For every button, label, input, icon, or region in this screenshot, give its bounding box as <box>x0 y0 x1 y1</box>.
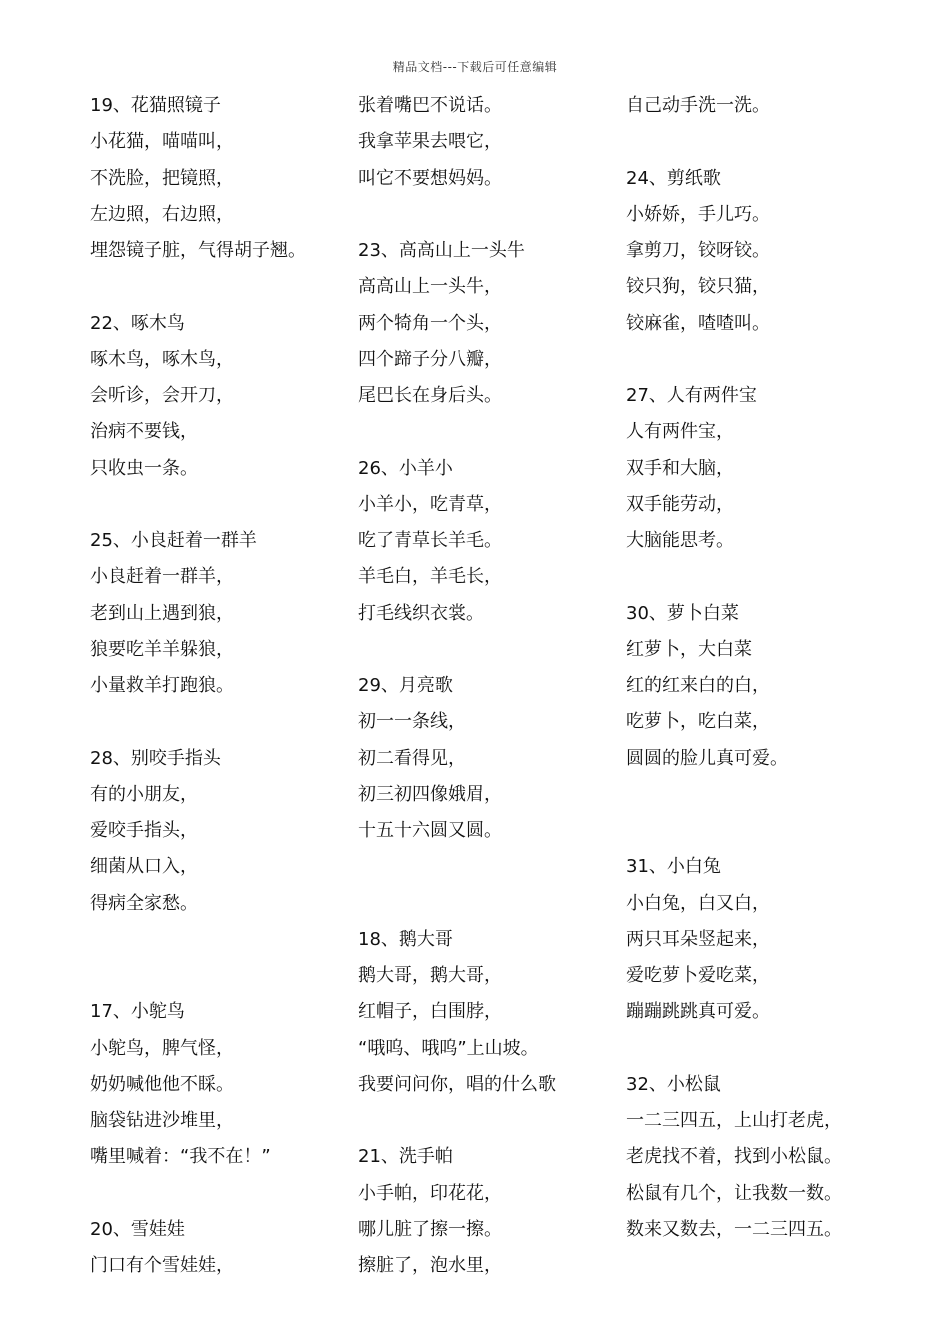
verse-line: 两个犄角一个头， <box>358 312 502 334</box>
rhyme-title: 22、啄木鸟 <box>90 312 185 334</box>
blank-line <box>626 777 842 813</box>
blank-line <box>358 849 556 885</box>
verse-line: 擦脏了，泡水里， <box>358 1255 502 1276</box>
verse-line: 有的小朋友， <box>90 783 198 805</box>
rhyme-title: 32、小松鼠 <box>626 1073 721 1095</box>
blank-line <box>358 197 556 233</box>
verse-line: 小鸵鸟，脾气怪， <box>90 1037 234 1059</box>
verse-line: 初二看得见， <box>358 747 466 769</box>
rhyme-title: 18、鹅大哥 <box>358 928 453 950</box>
verse-line: 小羊小，吃青草， <box>358 493 502 515</box>
verse-line: 蹦蹦跳跳真可爱。 <box>626 1001 770 1023</box>
verse-line: 老到山上遇到狼， <box>90 602 234 624</box>
verse-line: 十五十六圆又圆。 <box>358 820 502 841</box>
rhyme-title: 20、雪娃娃 <box>90 1218 185 1240</box>
verse-line: 吃萝卜，吃白菜， <box>626 711 770 733</box>
rhyme-title: 23、高高山上一头牛 <box>358 240 525 261</box>
verse-line: 尾巴长在身后头。 <box>358 385 502 406</box>
verse-line: 自己动手洗一洗。 <box>626 95 770 116</box>
verse-line: 脑袋钻进沙堆里， <box>90 1110 234 1131</box>
rhyme-title: 30、萝卜白菜 <box>626 602 739 624</box>
verse-line: 小量救羊打跑狼。 <box>90 675 234 696</box>
verse-line: 啄木鸟，啄木鸟， <box>90 348 234 370</box>
column-2 <box>358 88 556 1284</box>
rhyme-title: 28、别咬手指头 <box>90 747 221 769</box>
blank-line <box>358 886 556 922</box>
verse-line: 数来又数去，一二三四五。 <box>626 1218 842 1240</box>
verse-line: 初三初四像娥眉， <box>358 783 502 805</box>
verse-line: 只收虫一条。 <box>90 457 198 479</box>
verse-line: 大脑能思考。 <box>626 530 734 551</box>
verse-line: 奶奶喊他他不睬。 <box>90 1073 234 1095</box>
verse-line: 不洗脸，把镜照， <box>90 167 234 189</box>
rhyme-title: 26、小羊小 <box>358 457 453 479</box>
blank-line <box>626 124 842 160</box>
verse-line: 松鼠有几个，让我数一数。 <box>626 1182 842 1204</box>
verse-line: 红帽子，白围脖， <box>358 1001 502 1023</box>
verse-line: 红的红来白的白， <box>626 675 770 696</box>
verse-line: 埋怨镜子脏，气得胡子翘。 <box>90 240 306 261</box>
verse-line: 羊毛白，羊毛长， <box>358 566 502 588</box>
verse-line: 嘴里喊着：“我不在！” <box>90 1146 271 1168</box>
blank-line <box>358 414 556 450</box>
page-header: 精品文档---下载后可任意编辑 <box>392 60 558 74</box>
verse-line: 双手能劳动， <box>626 493 734 515</box>
verse-line: 细菌从口入， <box>90 856 198 878</box>
rhyme-title: 29、月亮歌 <box>358 675 453 696</box>
verse-line: 打毛线织衣裳。 <box>358 602 484 624</box>
verse-line: 叫它不要想妈妈。 <box>358 167 502 189</box>
verse-line: 治病不要钱， <box>90 421 198 443</box>
verse-line: “哦呜、哦呜”上山坡。 <box>358 1037 539 1059</box>
verse-line: 小良赶着一群羊， <box>90 566 234 588</box>
verse-line: 小娇娇，手儿巧。 <box>626 203 770 225</box>
verse-line: 哪儿脏了擦一擦。 <box>358 1218 502 1240</box>
verse-line: 我要问问你，唱的什么歌 <box>358 1073 556 1095</box>
verse-line: 鹅大哥，鹅大哥， <box>358 965 502 986</box>
rhyme-title: 21、洗手帕 <box>358 1146 453 1168</box>
blank-line <box>90 1176 306 1212</box>
verse-line: 爱咬手指头， <box>90 820 198 841</box>
verse-line: 铰麻雀，喳喳叫。 <box>626 312 770 334</box>
blank-line <box>90 704 306 740</box>
verse-line: 拿剪刀，铰呀铰。 <box>626 240 770 261</box>
blank-line <box>626 1031 842 1067</box>
rhyme-title: 25、小良赶着一群羊 <box>90 530 257 551</box>
verse-line: 铰只狗，铰只猫， <box>626 276 770 298</box>
verse-line: 狼要吃羊羊躲狼， <box>90 638 234 660</box>
verse-line: 小手帕，印花花， <box>358 1182 502 1204</box>
verse-line: 左边照，右边照， <box>90 203 234 225</box>
blank-line <box>90 487 306 523</box>
rhyme-title: 24、剪纸歌 <box>626 167 721 189</box>
verse-line: 一二三四五，上山打老虎， <box>626 1110 842 1131</box>
verse-line: 圆圆的脸儿真可爱。 <box>626 747 788 769</box>
verse-line: 人有两件宝， <box>626 421 734 443</box>
verse-line: 我拿苹果去喂它， <box>358 131 502 153</box>
verse-line: 红萝卜，大白菜 <box>626 638 752 660</box>
blank-line <box>90 922 306 958</box>
verse-line: 小白兔，白又白， <box>626 892 770 914</box>
blank-line <box>90 958 306 994</box>
blank-line <box>358 632 556 668</box>
verse-line: 门口有个雪娃娃， <box>90 1255 234 1276</box>
blank-line <box>626 813 842 849</box>
verse-line: 小花猫，喵喵叫， <box>90 131 234 153</box>
column-3 <box>626 88 842 1248</box>
verse-line: 老虎找不着，找到小松鼠。 <box>626 1146 842 1168</box>
rhyme-title: 17、小鸵鸟 <box>90 1001 185 1023</box>
rhyme-title: 31、小白兔 <box>626 856 721 878</box>
verse-line: 得病全家愁。 <box>90 892 198 914</box>
verse-line: 两只耳朵竖起来， <box>626 928 770 950</box>
verse-line: 爱吃萝卜爱吃菜， <box>626 965 770 986</box>
column-1 <box>90 88 306 1284</box>
verse-line: 双手和大脑， <box>626 457 734 479</box>
verse-line: 初一一条线， <box>358 711 466 733</box>
blank-line <box>358 1103 556 1139</box>
rhyme-title: 19、花猫照镜子 <box>90 95 221 116</box>
verse-line: 高高山上一头牛， <box>358 276 502 298</box>
blank-line <box>90 269 306 305</box>
verse-line: 会听诊，会开刀， <box>90 385 234 406</box>
rhyme-title: 27、人有两件宝 <box>626 385 757 406</box>
verse-line: 吃了青草长羊毛。 <box>358 530 502 551</box>
verse-line: 四个蹄子分八瓣， <box>358 348 502 370</box>
verse-line: 张着嘴巴不说话。 <box>358 95 502 116</box>
blank-line <box>626 559 842 595</box>
blank-line <box>626 342 842 378</box>
